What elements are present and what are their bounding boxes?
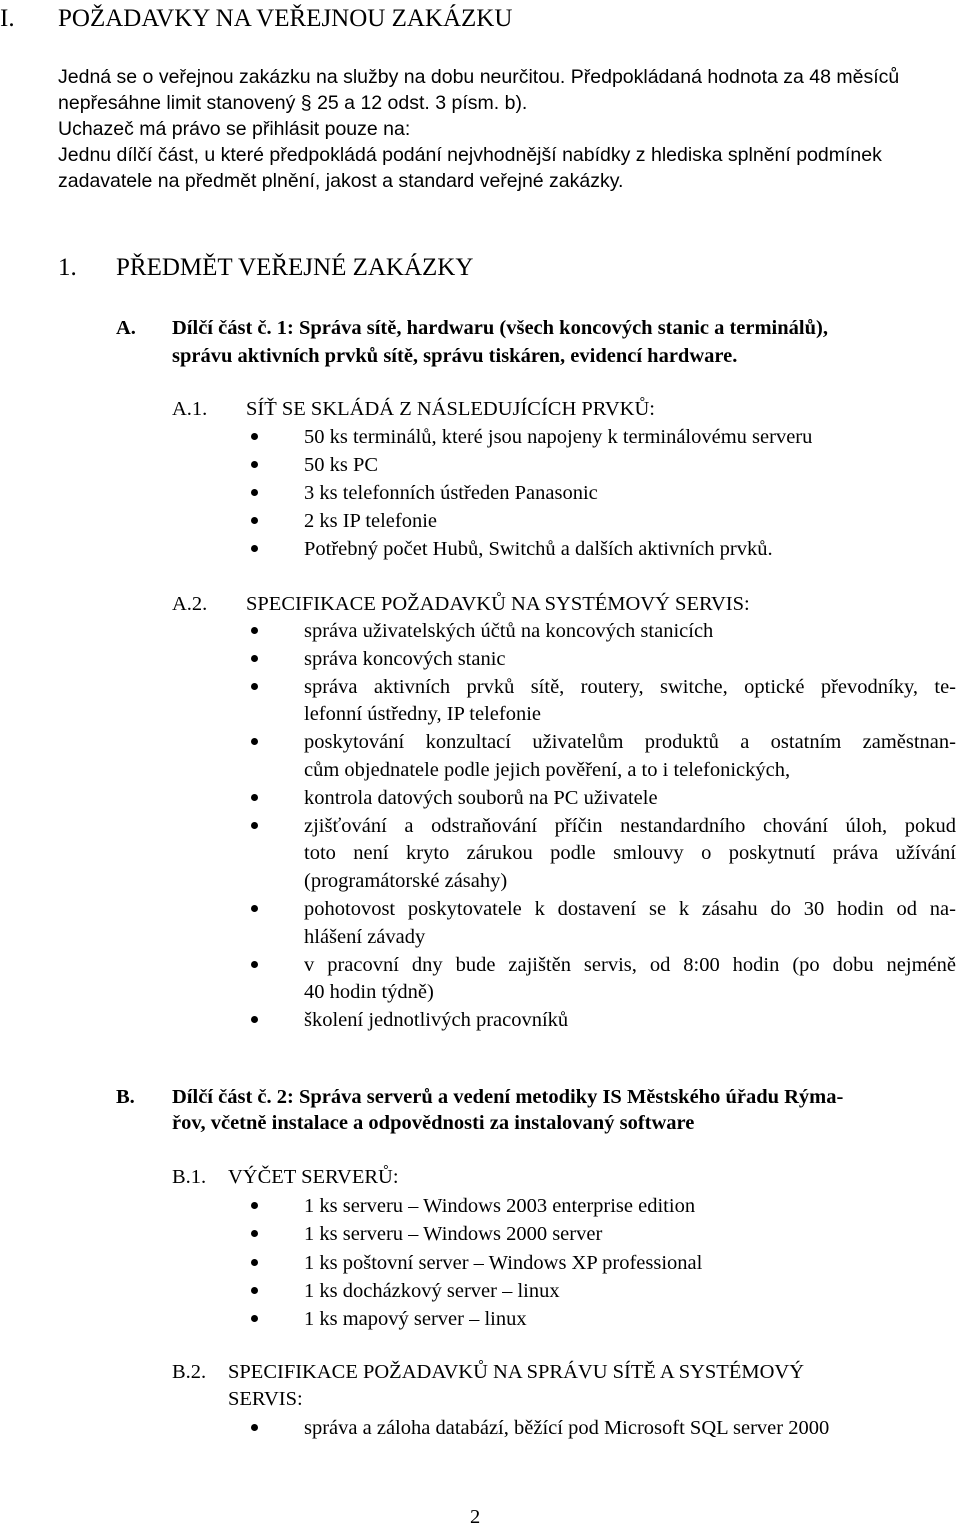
list-item-line: správa koncových stanic bbox=[304, 647, 506, 670]
bullet-icon bbox=[251, 517, 258, 524]
bullet-icon bbox=[251, 1424, 258, 1431]
bullet-icon bbox=[251, 489, 258, 496]
bullet-icon bbox=[251, 655, 258, 662]
intro-line-1: Jedná se o veřejnou zakázku na služby na dobu neurčitou. Předpokládaná hodnota za 48 měsíců bbox=[58, 66, 900, 88]
list-item-line: v pracovní dny bude zajištěn servis, od 8:00 hodin (po dobu nejméně bbox=[304, 953, 956, 976]
list-item-line: 1 ks mapový server – linux bbox=[304, 1308, 527, 1331]
subsection-a2-label: A.2. bbox=[172, 593, 208, 615]
list-item-line: cům objednatele podle jejich pověření, a to i telefonických, bbox=[304, 759, 791, 781]
list-item-line: 1 ks docházkový server – linux bbox=[304, 1279, 560, 1302]
chapter-number: I. bbox=[0, 5, 15, 32]
list-item-line: (programátorské zásahy) bbox=[304, 870, 508, 893]
list-item-line: toto není kryto zárukou podle smlouvy o poskytnutí práva užívání bbox=[304, 842, 956, 865]
part-a-title-line-2: správu aktivních prvků sítě, správu tiskáren, evidencí hardware. bbox=[172, 345, 738, 367]
subsection-b2-label: B.2. bbox=[172, 1361, 207, 1383]
bullet-icon bbox=[251, 683, 258, 690]
intro-line-4: Jednu dílčí část, u které předpokládá podání nejvhodnější nabídky z hlediska splnění podmínek bbox=[58, 144, 882, 166]
list-item-line: 1 ks serveru – Windows 2000 server bbox=[304, 1223, 603, 1246]
bullet-icon bbox=[251, 794, 258, 801]
list-item-line: 2 ks IP telefonie bbox=[304, 510, 438, 532]
list-item-line: 50 ks terminálů, které jsou napojeny k terminálovému serveru bbox=[304, 426, 813, 448]
intro-line-2: nepřesáhne limit stanovený § 25 a 12 odst. 3 písm. b). bbox=[58, 92, 528, 114]
bullet-icon bbox=[251, 1287, 258, 1294]
list-item-line: poskytování konzultací uživatelům produktů a ostatním zaměstnan- bbox=[304, 731, 956, 754]
section-title: PŘEDMĚT VEŘEJNÉ ZAKÁZKY bbox=[116, 254, 474, 281]
list-item-line: 40 hodin týdně) bbox=[304, 981, 434, 1004]
bullet-icon bbox=[251, 961, 258, 968]
part-b-label: B. bbox=[116, 1086, 135, 1108]
subsection-b2-title-line-1: SPECIFIKACE POŽADAVKŮ NA SPRÁVU SÍTĚ A SYSTÉMOVÝ bbox=[228, 1361, 804, 1383]
subsection-b1-label: B.1. bbox=[172, 1166, 207, 1188]
page-number: 2 bbox=[470, 1506, 481, 1528]
section-heading bbox=[58, 253, 658, 283]
bullet-icon bbox=[251, 822, 258, 829]
bullet-icon bbox=[251, 1315, 258, 1322]
bullet-icon bbox=[251, 1230, 258, 1237]
list-item-line: lefonní ústředny, IP telefonie bbox=[304, 703, 542, 726]
bullet-icon bbox=[251, 627, 258, 634]
list-item-line: 1 ks poštovní server – Windows XP professional bbox=[304, 1251, 703, 1274]
part-a-title-line-1: Dílčí část č. 1: Správa sítě, hardwaru (všech koncových stanic a terminálů), bbox=[172, 317, 828, 339]
list-item-line: správa a záloha databází, běžící pod Microsoft SQL server 2000 bbox=[304, 1417, 830, 1439]
list-item-line: správa uživatelských účtů na koncových stanicích bbox=[304, 620, 714, 642]
bullet-icon bbox=[251, 1259, 258, 1266]
bullet-icon bbox=[251, 905, 258, 912]
bullet-icon bbox=[251, 738, 258, 745]
part-b-title-line-2: řov, včetně instalace a odpovědnosti za instalovaný software bbox=[172, 1112, 695, 1134]
list-item-line: kontrola datových souborů na PC uživatele bbox=[304, 786, 658, 809]
subsection-a1-label: A.1. bbox=[172, 398, 208, 420]
list-item-line: 3 ks telefonních ústředen Panasonic bbox=[304, 482, 598, 504]
bullet-icon bbox=[251, 433, 258, 440]
list-item-line: 1 ks serveru – Windows 2003 enterprise edition bbox=[304, 1195, 696, 1217]
list-item-line: pohotovost poskytovatele k dostavení se k zásahu do 30 hodin od na- bbox=[304, 898, 956, 920]
list-item-line: 50 ks PC bbox=[304, 454, 379, 476]
list-item-line: správa aktivních prvků sítě, routery, switche, optické převodníky, te- bbox=[304, 675, 956, 698]
list-item-line: zjišťování a odstraňování příčin nestandardního chování úloh, pokud bbox=[304, 814, 956, 837]
list-item-line: Potřebný počet Hubů, Switchů a dalších aktivních prvků. bbox=[304, 538, 773, 560]
bullet-icon bbox=[251, 461, 258, 468]
list-item-line: hlášení závady bbox=[304, 925, 426, 948]
chapter-title: POŽADAVKY NA VEŘEJNOU ZAKÁZKU bbox=[58, 5, 513, 32]
chapter-heading bbox=[0, 4, 700, 34]
part-b-title-line-1: Dílčí část č. 2: Správa serverů a vedení metodiky IS Městského úřadu Rýma- bbox=[172, 1086, 844, 1108]
intro-line-5: zadavatele na předmět plnění, jakost a standard veřejné zakázky. bbox=[58, 170, 624, 192]
part-a-label: A. bbox=[116, 317, 136, 339]
list-item-line: školení jednotlivých pracovníků bbox=[304, 1009, 569, 1032]
bullet-icon bbox=[251, 545, 258, 552]
subsection-a2-title: SPECIFIKACE POŽADAVKŮ NA SYSTÉMOVÝ SERVIS: bbox=[246, 593, 750, 615]
intro-line-3: Uchazeč má právo se přihlásit pouze na: bbox=[58, 118, 411, 140]
subsection-b1-title: VÝČET SERVERŮ: bbox=[228, 1166, 399, 1188]
subsection-b2-title-line-2: SERVIS: bbox=[228, 1388, 303, 1410]
bullet-icon bbox=[251, 1016, 258, 1023]
bullet-icon bbox=[251, 1202, 258, 1209]
section-number: 1. bbox=[58, 254, 77, 281]
subsection-a1-title: SÍŤ SE SKLÁDÁ Z NÁSLEDUJÍCÍCH PRVKŮ: bbox=[246, 398, 655, 420]
